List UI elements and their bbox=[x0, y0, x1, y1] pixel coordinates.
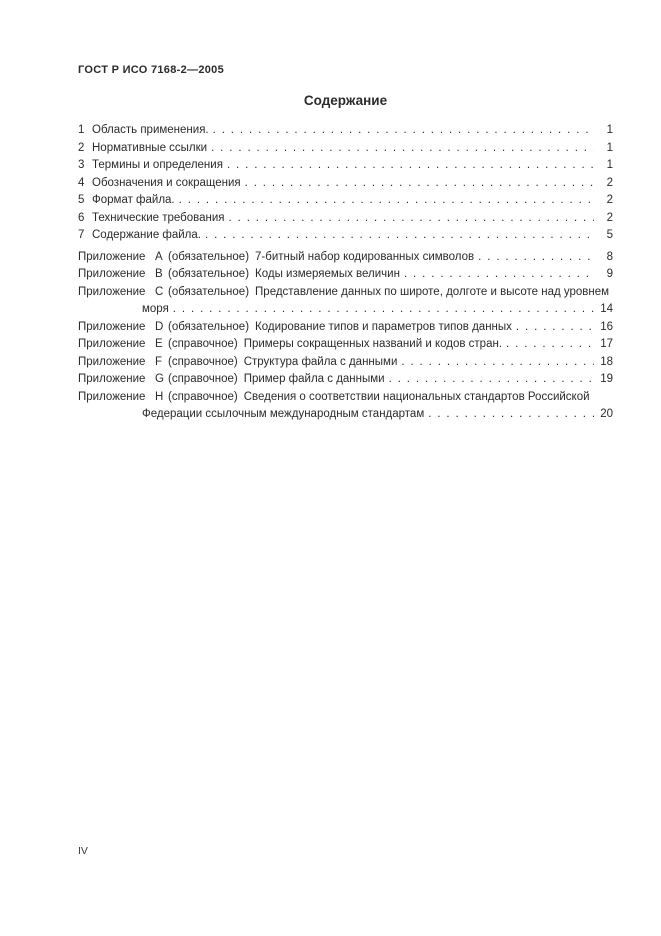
appendix-kind: (справочное) bbox=[168, 373, 238, 385]
appendix-label: Приложение bbox=[78, 250, 146, 263]
appendix-label: Приложение bbox=[78, 338, 146, 350]
dot-leader bbox=[173, 301, 594, 319]
dot-leader bbox=[229, 210, 594, 228]
appendix-title: Пример файла с данными bbox=[243, 373, 385, 385]
appendix-title-continued: моря bbox=[142, 303, 169, 315]
toc-appendix-entry bbox=[78, 249, 613, 267]
appendix-kind: (обязательное) bbox=[168, 250, 250, 263]
dot-leader bbox=[179, 192, 594, 210]
dot-leader bbox=[428, 406, 594, 424]
page-number: 1 bbox=[606, 124, 613, 136]
appendix-letter: A bbox=[155, 250, 163, 263]
appendix-title: Кодирование типов и параметров типов данных bbox=[255, 320, 512, 333]
appendix-kind: (обязательное) bbox=[168, 320, 250, 333]
section-number: 4 bbox=[78, 176, 85, 189]
toc-appendix-entry bbox=[78, 266, 613, 284]
folio-page-number: IV bbox=[78, 845, 88, 857]
toc-appendix-entry bbox=[78, 284, 613, 302]
appendix-title: 7-битный набор кодированных символов bbox=[255, 250, 475, 263]
section-title: Нормативные ссылки bbox=[92, 141, 208, 154]
appendix-kind: (справочное) bbox=[168, 338, 238, 350]
dot-leader bbox=[404, 266, 594, 284]
appendix-title-continued: Федерации ссылочным международным стандартам bbox=[142, 408, 425, 420]
toc-appendix-continuation bbox=[78, 301, 613, 319]
appendix-label: Приложение bbox=[78, 285, 146, 298]
toc-section-entry bbox=[78, 227, 613, 245]
appendix-letter: H bbox=[155, 390, 164, 403]
page-number: 18 bbox=[600, 355, 613, 368]
section-number: 2 bbox=[78, 141, 85, 154]
toc-appendices bbox=[78, 249, 613, 424]
toc-appendix-entry bbox=[78, 371, 613, 389]
toc-section-entry bbox=[78, 175, 613, 193]
dot-leader bbox=[506, 336, 594, 354]
dot-leader bbox=[245, 175, 594, 193]
toc-section-entry bbox=[78, 210, 613, 228]
section-title: Термины и определения bbox=[92, 159, 223, 171]
dot-leader bbox=[516, 319, 594, 337]
page-number: 5 bbox=[606, 229, 613, 241]
toc-section-entry bbox=[78, 140, 613, 158]
appendix-title: Примеры сокращенных названий и кодов стран. bbox=[243, 338, 503, 350]
page-number: 9 bbox=[606, 268, 613, 280]
toc-appendix-entry bbox=[78, 319, 613, 337]
toc-sections bbox=[78, 122, 613, 245]
dot-leader bbox=[478, 249, 594, 267]
section-number: 3 bbox=[78, 159, 85, 171]
appendix-title: Коды измеряемых величин bbox=[255, 268, 400, 280]
appendix-label: Приложение bbox=[78, 390, 146, 403]
appendix-letter: E bbox=[155, 338, 163, 350]
dot-leader bbox=[389, 371, 594, 389]
page-number: 17 bbox=[600, 338, 613, 350]
appendix-title: Представление данных по широте, долготе и высоте над уровнем bbox=[255, 285, 610, 298]
page-number: 19 bbox=[600, 373, 613, 385]
table-of-contents bbox=[78, 122, 613, 424]
page-number: 2 bbox=[606, 211, 613, 224]
page-number: 14 bbox=[600, 303, 613, 315]
appendix-letter: C bbox=[155, 285, 164, 298]
appendix-kind: (обязательное) bbox=[168, 285, 250, 298]
page-number: 20 bbox=[600, 408, 613, 420]
section-title: Технические требования bbox=[92, 211, 225, 224]
toc-appendix-entry bbox=[78, 336, 613, 354]
section-title: Формат файла. bbox=[92, 194, 175, 206]
dot-leader bbox=[213, 122, 594, 140]
appendix-letter: D bbox=[155, 320, 164, 333]
standard-designation: ГОСТ Р ИСО 7168-2—2005 bbox=[78, 64, 224, 76]
dot-leader bbox=[227, 157, 594, 175]
toc-section-entry bbox=[78, 157, 613, 175]
toc-section-entry bbox=[78, 122, 613, 140]
appendix-label: Приложение bbox=[78, 373, 146, 385]
page-number: 16 bbox=[600, 320, 613, 333]
dot-leader bbox=[205, 227, 594, 245]
appendix-kind: (справочное) bbox=[168, 355, 238, 368]
appendix-label: Приложение bbox=[78, 355, 146, 368]
appendix-kind: (обязательное) bbox=[168, 268, 250, 280]
appendix-kind: (справочное) bbox=[168, 390, 238, 403]
toc-section-entry bbox=[78, 192, 613, 210]
page-number: 1 bbox=[606, 159, 613, 171]
page-title: Содержание bbox=[303, 93, 388, 108]
page-number: 1 bbox=[606, 141, 613, 154]
appendix-letter: F bbox=[155, 355, 163, 368]
section-number: 5 bbox=[78, 194, 85, 206]
appendix-label: Приложение bbox=[78, 268, 146, 280]
page-number: 2 bbox=[606, 194, 613, 206]
section-number: 6 bbox=[78, 211, 85, 224]
page-number: 8 bbox=[606, 250, 613, 263]
toc-appendix-entry bbox=[78, 354, 613, 372]
appendix-letter: G bbox=[155, 373, 164, 385]
section-title: Содержание файла. bbox=[92, 229, 201, 241]
dot-leader bbox=[211, 140, 594, 158]
section-title: Обозначения и сокращения bbox=[92, 176, 241, 189]
section-title: Область применения. bbox=[92, 124, 209, 136]
appendix-label: Приложение bbox=[78, 320, 146, 333]
toc-appendix-entry bbox=[78, 389, 613, 407]
appendix-title: Сведения о соответствии национальных стандартов Российской bbox=[243, 390, 590, 403]
dot-leader bbox=[401, 354, 594, 372]
page-number: 2 bbox=[606, 176, 613, 189]
appendix-title: Структура файла с данными bbox=[243, 355, 398, 368]
toc-appendix-continuation bbox=[78, 406, 613, 424]
section-number: 7 bbox=[78, 229, 85, 241]
section-number: 1 bbox=[78, 124, 85, 136]
appendix-letter: B bbox=[155, 268, 163, 280]
